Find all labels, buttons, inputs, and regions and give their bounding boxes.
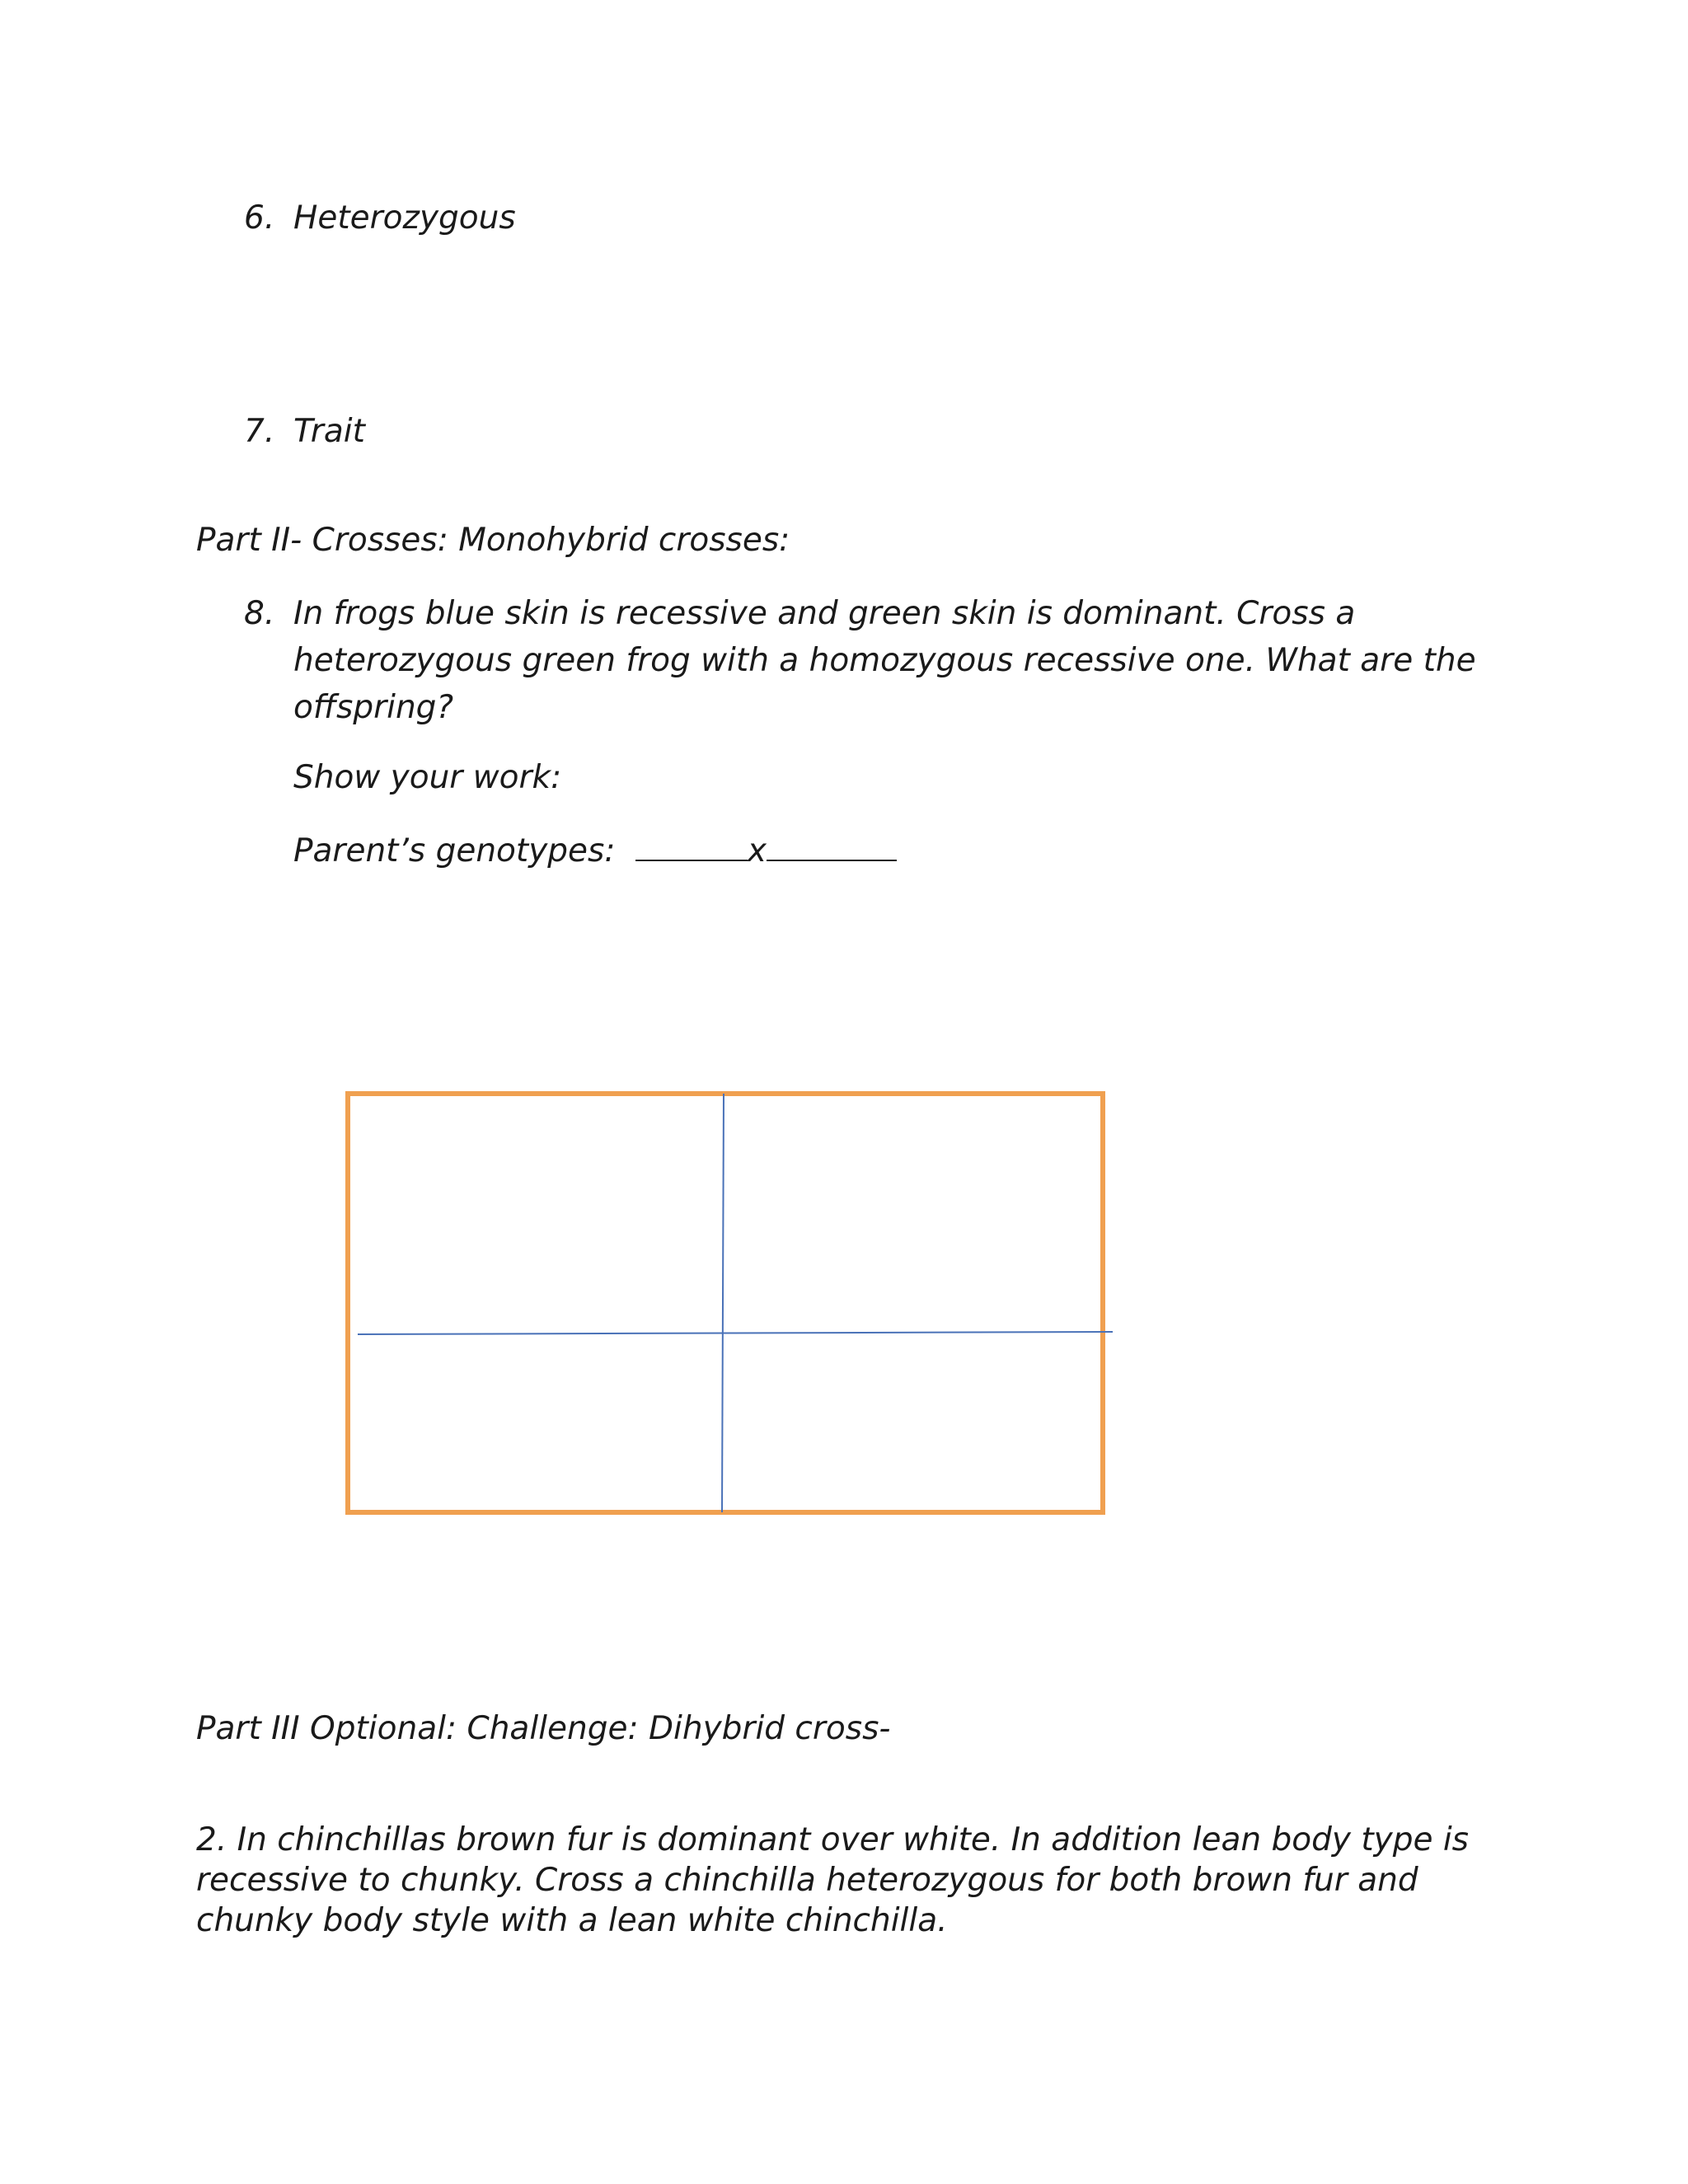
question-line: offspring? bbox=[293, 689, 454, 726]
punnett-vertical-divider bbox=[722, 1094, 724, 1512]
definition-term: Trait bbox=[293, 413, 365, 450]
punnett-border bbox=[348, 1094, 1103, 1512]
question-number: 8. bbox=[244, 595, 275, 632]
part2-heading: Part II- Crosses: Monohybrid crosses: bbox=[196, 522, 790, 559]
genotypes-label: Parent’s genotypes: bbox=[293, 832, 616, 869]
cross-symbol: x bbox=[747, 832, 767, 869]
part3-heading: Part III Optional: Challenge: Dihybrid cross- bbox=[196, 1710, 891, 1747]
punnett-horizontal-divider bbox=[358, 1332, 1113, 1334]
part3-question bbox=[196, 1820, 1469, 1941]
question-line: chunky body style with a lean white chinchilla. bbox=[196, 1902, 948, 1939]
show-work-label: Show your work: bbox=[293, 759, 562, 796]
question-line: 2. In chinchillas brown fur is dominant over white. In addition lean body type is bbox=[196, 1821, 1470, 1858]
question-line: In frogs blue skin is recessive and green skin is dominant. Cross a bbox=[293, 595, 1356, 632]
definition-term: Heterozygous bbox=[293, 199, 516, 237]
item-number: 7. bbox=[244, 413, 275, 450]
item-number: 6. bbox=[244, 199, 275, 237]
question-line: heterozygous green frog with a homozygous recessive one. What are the bbox=[293, 642, 1476, 679]
question-line: recessive to chunky. Cross a chinchilla heterozygous for both brown fur and bbox=[196, 1862, 1418, 1899]
